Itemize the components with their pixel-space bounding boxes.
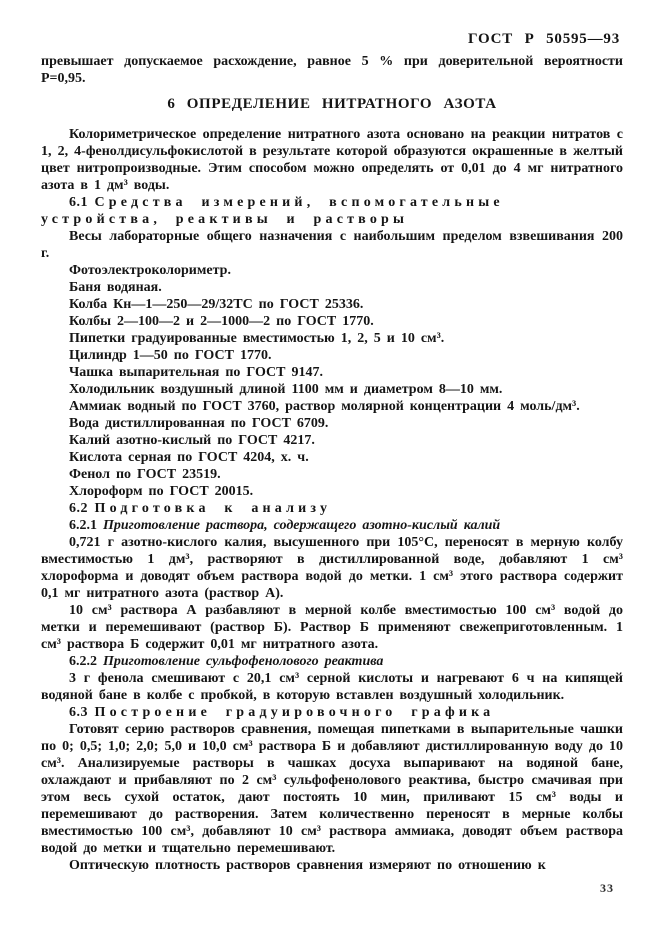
subclause-italic <box>41 517 623 534</box>
clause-title: Построение градуировочного графика <box>94 705 495 720</box>
paragraph: 3 г фенола смешивают с 20,1 см³ серной кислоты и нагревают 6 ч на кипящей водяной бане в колбе с пробкой, в которую вставлен воздушный холодильник. <box>41 671 623 703</box>
paragraph: Кислота серная по ГОСТ 4204, х. ч. <box>69 450 309 465</box>
paragraph: Весы лабораторные общего назначения с наибольшим пределом взвешивания 200 г. <box>41 229 623 261</box>
clause-number: 6.2.2 <box>69 654 103 669</box>
spaced-heading <box>41 704 623 721</box>
clause-number: 6.1 <box>69 195 95 210</box>
clause-number: 6.2.1 <box>69 518 103 533</box>
spaced-heading <box>41 194 623 228</box>
clause-title: Приготовление раствора, содержащего азотно-кислый калий <box>103 518 501 533</box>
paragraph: Колба Кн—1—250—29/32ТС по ГОСТ 25336. <box>69 297 364 312</box>
paragraph: Вода дистиллированная по ГОСТ 6709. <box>69 416 329 431</box>
paragraph: Баня водяная. <box>69 280 162 295</box>
paragraph: Фотоэлектроколориметр. <box>69 263 231 278</box>
clause-title: Средства измерений, вспомогательные устройства, реактивы и растворы <box>41 195 504 227</box>
paragraph: Колбы 2—100—2 и 2—1000—2 по ГОСТ 1770. <box>69 314 374 329</box>
doc-number: ГОСТ Р 50595—93 <box>467 31 620 47</box>
clause-number: 6.3 <box>69 705 95 720</box>
clause-title: Приготовление сульфофенолового реактива <box>103 654 384 669</box>
paragraph: Аммиак водный по ГОСТ 3760, раствор молярной концентрации 4 моль/дм³. <box>69 399 580 414</box>
page-number: 33 <box>600 881 614 895</box>
paragraph: Чашка выпарительная по ГОСТ 9147. <box>69 365 323 380</box>
subclause-italic <box>41 653 623 670</box>
clause-title: Подготовка к анализу <box>94 501 332 516</box>
chapter-heading: 6 ОПРЕДЕЛЕНИЕ НИТРАТНОГО АЗОТА <box>167 96 497 112</box>
paragraph: Пипетки градуированные вместимостью 1, 2, 5 и 10 см³. <box>69 331 445 346</box>
paragraph: 0,721 г азотно-кислого калия, высушенного при 105°С, переносят в мерную колбу вместимостью 1 дм³, растворяют в дистиллированной воде, добавляют 1 см³ хлороформа и доводят объем раствора водой до метки. 1 см³ этого раствора содержит 0,1 мг нитратного азота (раствор А). <box>41 535 623 601</box>
paragraph: Холодильник воздушный длиной 1100 мм и диаметром 8—10 мм. <box>69 382 503 397</box>
paragraph: Фенол по ГОСТ 23519. <box>69 467 221 482</box>
spaced-heading <box>41 500 623 517</box>
clause-number: 6.2 <box>69 501 95 516</box>
paragraph: Готовят серию растворов сравнения, помещая пипетками в выпарительные чашки по 0; 0,5; 1,0; 2,0; 5,0 и 10,0 см³ раствора Б и добавляют дистиллированную воду до 10 см³. Анализируемые растворы в чашках досуха выпаривают на водяной бане, охлаждают и прибавляют по 2 см³ сульфофенолового реактива, быстро смачивая при этом весь сухой остаток, дают постоять 10 мин, приливают 15 см³ воды и перемешивают до растворения. Затем количественно переносят в мерные колбы вместимостью 100 см³, добавляют 10 см³ раствора аммиака, доводят объем раствора водой до метки и тщательно перемешивают. <box>41 722 623 856</box>
paragraph: Цилиндр 1—50 по ГОСТ 1770. <box>69 348 272 363</box>
paragraph: Калий азотно-кислый по ГОСТ 4217. <box>69 433 315 448</box>
paragraph: превышает допускаемое расхождение, равное 5 % при доверительной вероятности Р=0,95. <box>41 54 623 86</box>
paragraph: Оптическую плотность растворов сравнения измеряют по отношению к <box>69 858 546 873</box>
paragraph: Хлороформ по ГОСТ 20015. <box>69 484 254 499</box>
document-body <box>41 53 623 874</box>
paragraph: Колориметрическое определение нитратного азота основано на реакции нитратов с 1, 2, 4-фенолдисульфокислотой в результате которой образуются окрашенные в желтый цвет нитропроизводные. Этим способом можно определять от 0,01 до 4 мг нитратного азота в 1 дм³ воды. <box>41 127 623 193</box>
paragraph: 10 см³ раствора А разбавляют в мерной колбе вместимостью 100 см³ водой до метки и перемешивают (раствор Б). Раствор Б применяют свежеприготовленным. 1 см³ раствора Б содержит 0,01 мг нитратного азота. <box>41 603 623 652</box>
